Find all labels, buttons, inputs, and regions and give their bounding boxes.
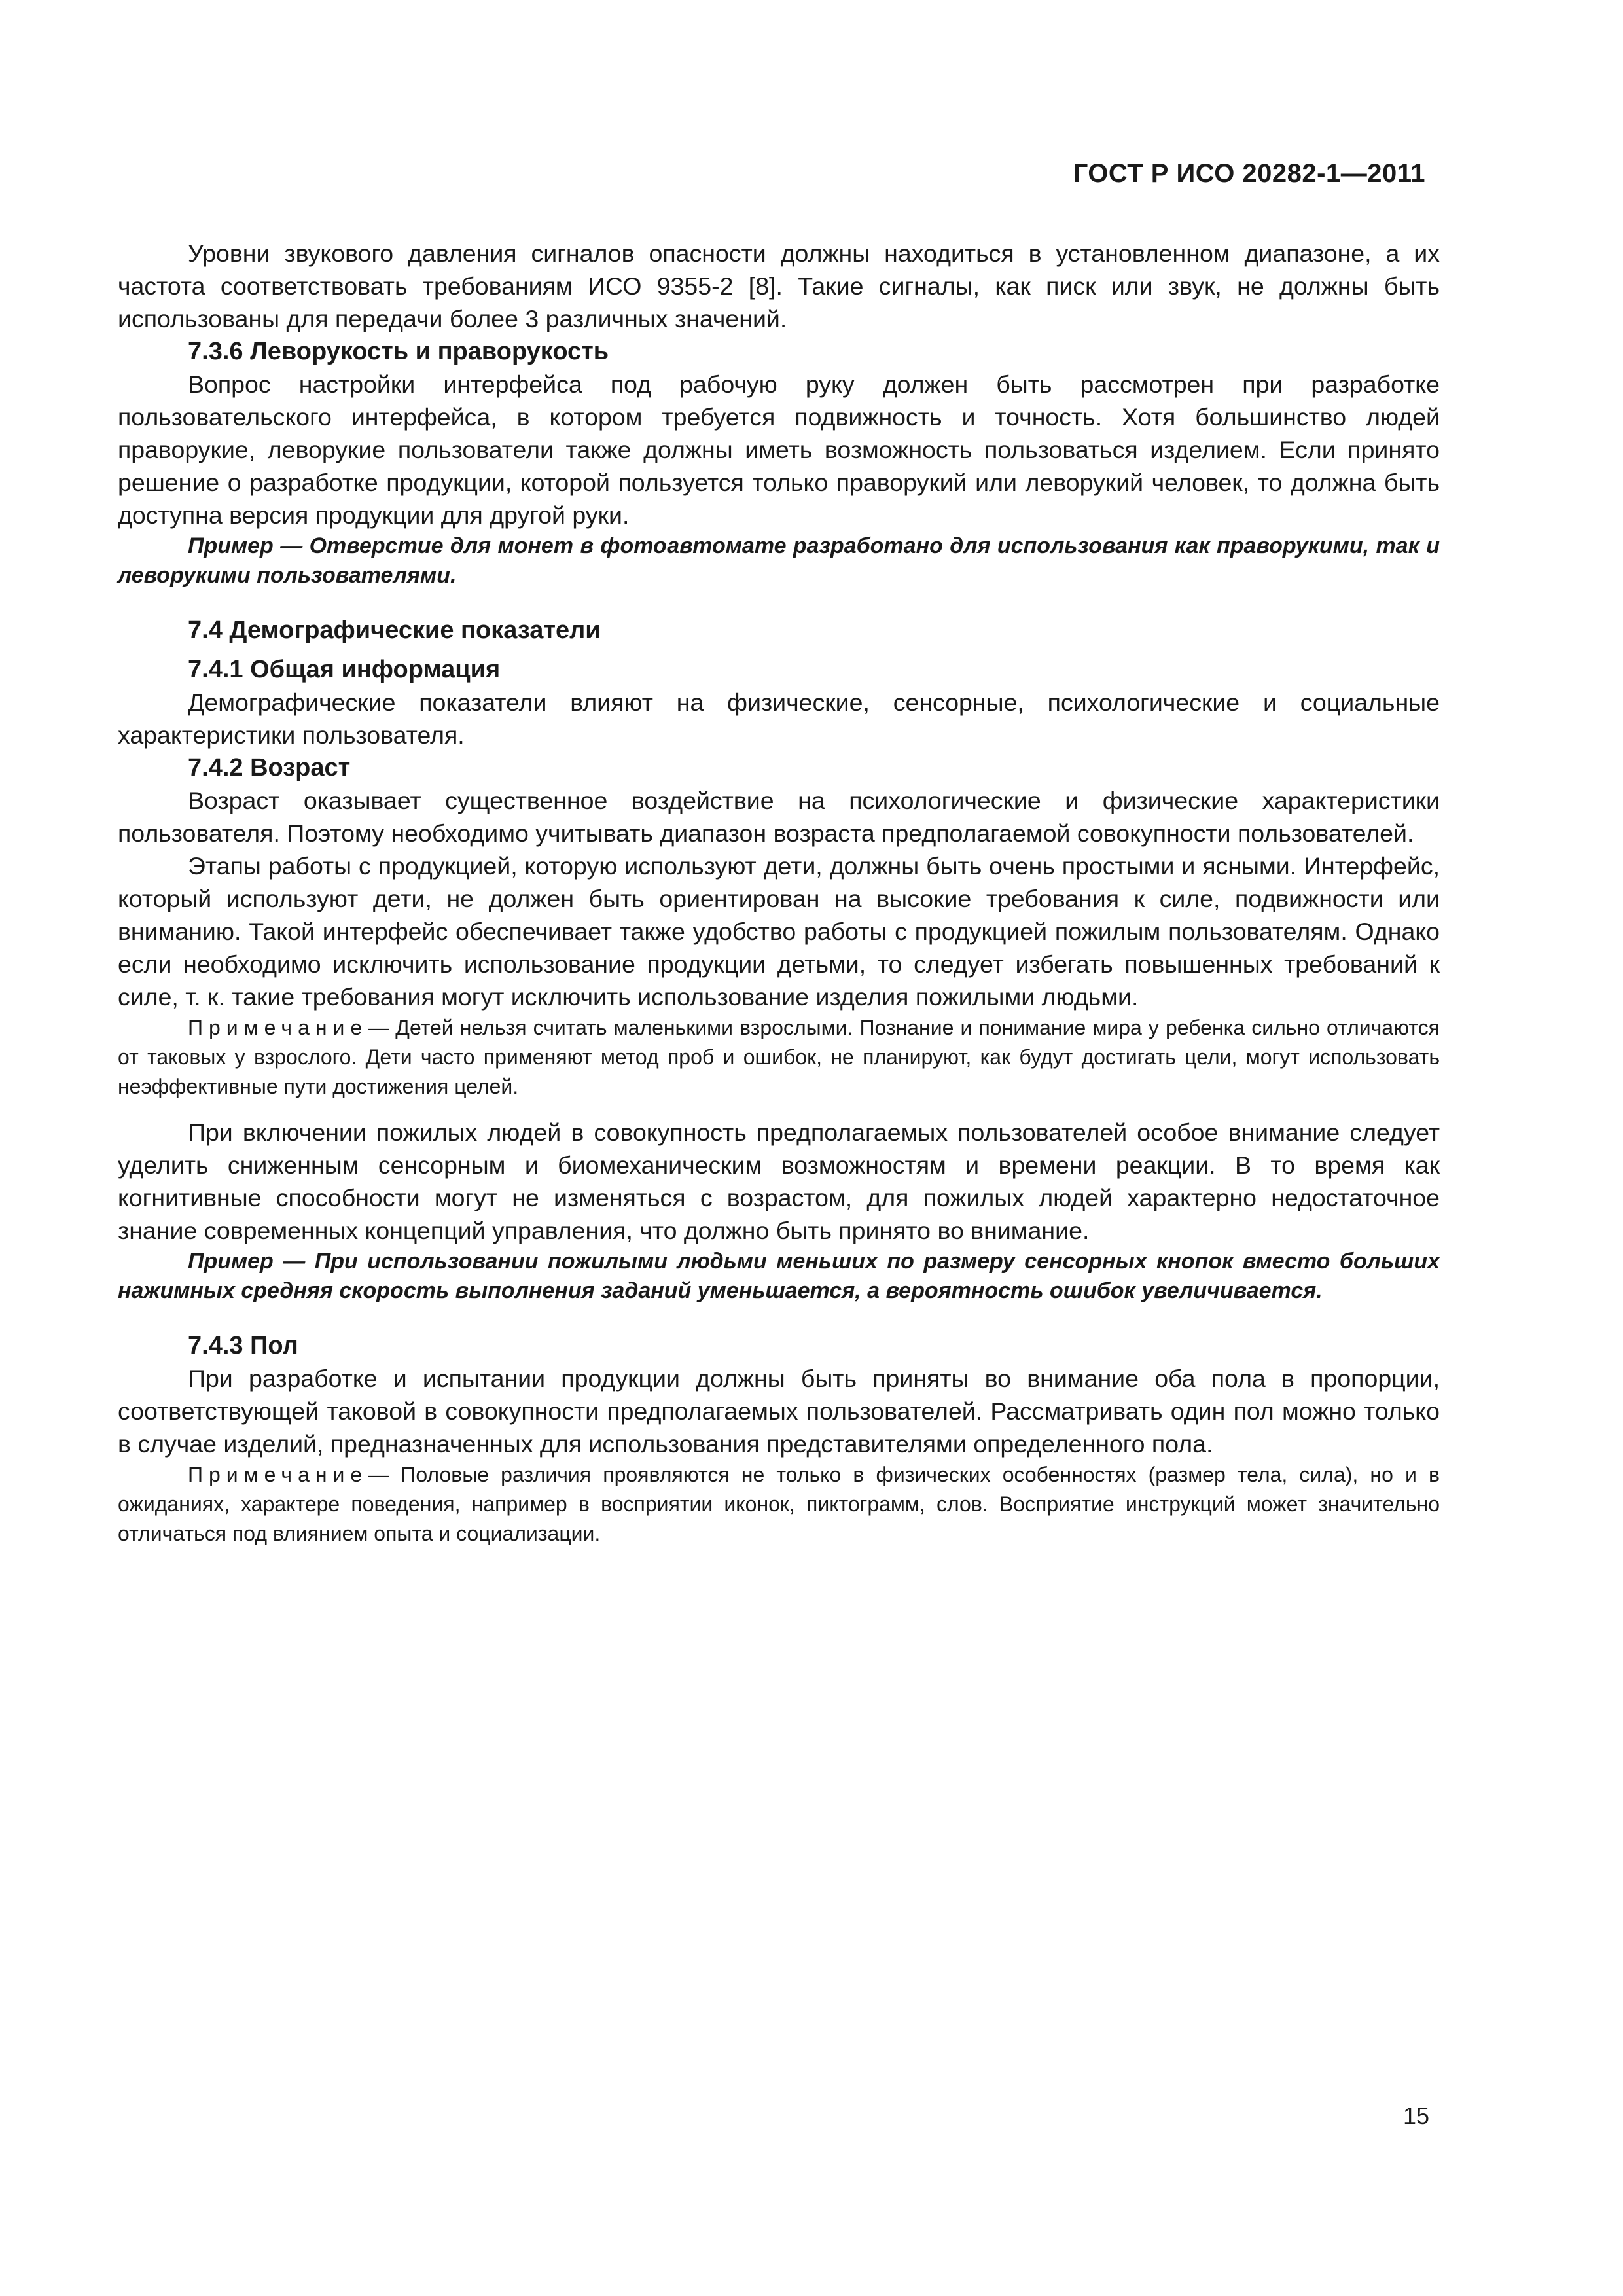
note-gender-text: — Половые различия проявляются не только в физических особенностях (размер тела, сила), но и в ожиданиях, характере поведения, например в восприятии иконок, пиктограмм, слов. Восприятие инструкций может значительно отличаться под влиянием опыта и социализации. (118, 1463, 1440, 1545)
note-label: Примечание (188, 1463, 368, 1486)
paragraph-age-intro: Возраст оказывает существенное воздействие на психологические и физические характеристики пользователя. Поэтому необходимо учитывать диапазон возраста предполагаемой совокупности пользователей. (118, 787, 1440, 847)
example-handedness: Пример — Отверстие для монет в фотоавтомате разработано для использования как праворукими, так и леворукими пользователями. (118, 533, 1440, 588)
paragraph-sound-signals: Уровни звукового давления сигналов опасности должны находиться в установленном диапазоне, а их частота соответствовать требованиям ИСО 9355-2 [8]. Такие сигналы, как писк или звук, не должны быть использованы для передачи более 3 различных значений. (118, 240, 1440, 332)
heading-7-4-3: 7.4.3 Пол (188, 1332, 298, 1359)
page-number: 15 (1402, 2102, 1429, 2129)
heading-7-3-6: 7.3.6 Леворукость и праворукость (188, 338, 609, 365)
paragraph-age-elderly: При включении пожилых людей в совокупность предполагаемых пользователей особое внимание следует уделить сниженным сенсорным и биомеханическим возможностям и времени реакции. В то время как когнитивные способности могут не изменяться с возрастом, для пожилых людей характерно недостаточное знание современных концепций управления, что должно быть принято во внимание. (118, 1119, 1440, 1244)
paragraph-handedness: Вопрос настройки интерфейса под рабочую руку должен быть рассмотрен при разработке пользовательского интерфейса, в котором требуется подвижность и точность. Хотя большинство людей праворукие, леворукие пользователи также должны иметь возможность пользоваться изделием. Если принято решение о разработке продукции, которой пользуется только праворукий или леворукий человек, то должна быть доступна версия продукции для другой руки. (118, 370, 1440, 529)
paragraph-age-children: Этапы работы с продукцией, которую используют дети, должны быть очень простыми и ясными. Интерфейс, который используют дети, не должен быть ориентирован на высокие требования к силе, подвижности или вниманию. Такой интерфейс обеспечивает также удобство работы с продукцией пожилым пользователям. Однако если необходимо исключить использование продукции детьми, то следует избегать повышенных требований к силе, т. к. такие требования могут исключить использование изделия пожилыми людьми. (118, 852, 1440, 1011)
note-age (118, 1013, 1440, 1102)
page-content (118, 237, 1440, 1549)
note-age-text: — Детей нельзя считать маленькими взрослыми. Познание и понимание мира у ребенка сильно отличаются от таковых у взрослого. Дети часто применяют метод проб и ошибок, не планируют, как будут достигать цели, могут использовать неэффективные пути достижения целей. (118, 1016, 1440, 1098)
paragraph-gender: При разработке и испытании продукции должны быть приняты во внимание оба пола в пропорции, соответствующей таковой в совокупности предполагаемых пользователей. Рассматривать один пол можно только в случае изделий, предназначенных для использования представителями определенного пола. (118, 1365, 1440, 1458)
note-label: Примечание (188, 1016, 368, 1039)
note-gender (118, 1460, 1440, 1549)
paragraph-demographics: Демографические показатели влияют на физические, сенсорные, психологические и социальные характеристики пользователя. (118, 689, 1440, 749)
document-code-header: ГОСТ Р ИСО 20282-1—2011 (1073, 159, 1425, 188)
heading-7-4-2: 7.4.2 Возраст (188, 754, 351, 781)
example-age: Пример — При использовании пожилыми людьми меньших по размеру сенсорных кнопок вместо больших нажимных средняя скорость выполнения заданий уменьшается, а вероятность ошибок увеличивается. (118, 1249, 1440, 1303)
heading-7-4: 7.4 Демографические показатели (188, 617, 601, 644)
heading-7-4-1: 7.4.1 Общая информация (188, 656, 501, 683)
